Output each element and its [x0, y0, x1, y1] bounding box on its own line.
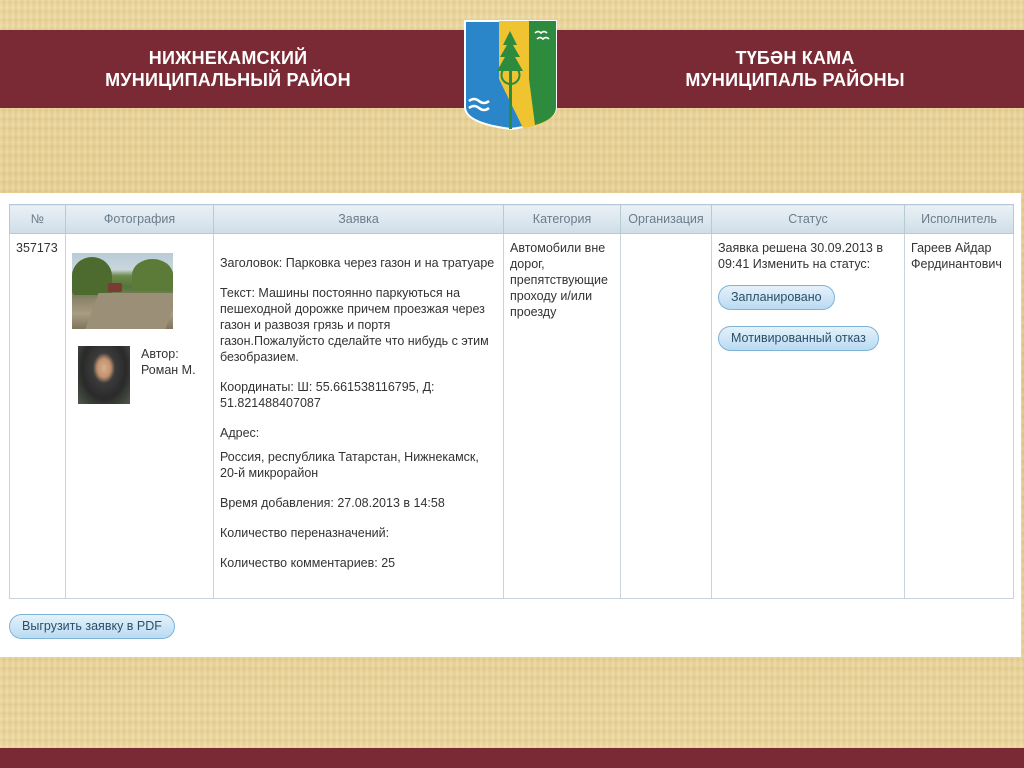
column-header-organization[interactable]: Организация: [621, 205, 712, 234]
request-address: Россия, республика Татарстан, Нижнекамск, 20-й микрорайон: [220, 450, 479, 480]
status-cell: [712, 234, 905, 599]
header-right-line1: ТҮБӘН КАМА: [735, 48, 855, 68]
category-cell: Автомобили вне дорог, препятствующие проходу и/или проезду: [504, 234, 621, 599]
request-address-label: Адрес:: [220, 426, 260, 440]
organization-cell: [621, 234, 712, 599]
request-panel: [0, 193, 1021, 657]
column-header-status[interactable]: Статус: [712, 205, 905, 234]
request-added-time: Время добавления: 27.08.2013 в 14:58: [220, 496, 445, 510]
column-header-category[interactable]: Категория: [504, 205, 621, 234]
requests-table: [9, 204, 1014, 599]
coat-of-arms-icon: [463, 19, 558, 131]
export-pdf-button[interactable]: Выгрузить заявку в PDF: [9, 614, 175, 639]
column-header-request[interactable]: Заявка: [214, 205, 504, 234]
request-photo[interactable]: [72, 253, 173, 329]
author-name: Роман М.: [141, 363, 196, 377]
status-rejected-button[interactable]: Мотивированный отказ: [718, 326, 879, 351]
header-title-tatar: [645, 47, 945, 91]
header-title-russian: [78, 47, 378, 91]
table-header-row: [10, 205, 1014, 234]
request-comments-count: Количество комментариев: 25: [220, 556, 396, 570]
column-header-photo[interactable]: Фотография: [66, 205, 214, 234]
request-number: 357173: [10, 234, 66, 599]
table-row: [10, 234, 1014, 599]
request-coordinates: Координаты: Ш: 55.661538116795, Д: 51.821488407087: [220, 380, 435, 410]
column-header-executor[interactable]: Исполнитель: [905, 205, 1014, 234]
header-right-line2: МУНИЦИПАЛЬ РАЙОНЫ: [685, 70, 905, 90]
header-left-line1: НИЖНЕКАМСКИЙ: [148, 48, 308, 68]
header-left-line2: МУНИЦИПАЛЬНЫЙ РАЙОН: [105, 70, 351, 90]
request-details-cell: [214, 234, 504, 599]
author-block: [72, 346, 207, 404]
footer-bar: [0, 748, 1024, 768]
avatar[interactable]: [78, 346, 130, 404]
executor-cell: Гареев Айдар Фердинантович: [905, 234, 1014, 599]
request-reassignments: Количество переназначений:: [220, 526, 390, 540]
request-title: Заголовок: Парковка через газон и на тратуаре: [220, 256, 495, 270]
status-planned-button[interactable]: Запланировано: [718, 285, 835, 310]
photo-cell: [66, 234, 214, 599]
request-text: Текст: Машины постоянно паркуються на пешеходной дорожке причем проезжая через газон и развозя грязь и портя газон.Пожалуйсто сделайте что нибудь с этим безобразием.: [220, 286, 489, 364]
status-text: Заявка решена 30.09.2013 в 09:41 Изменить на статус:: [718, 241, 883, 271]
author-label: Автор:: [141, 347, 179, 361]
column-header-number[interactable]: №: [10, 205, 66, 234]
